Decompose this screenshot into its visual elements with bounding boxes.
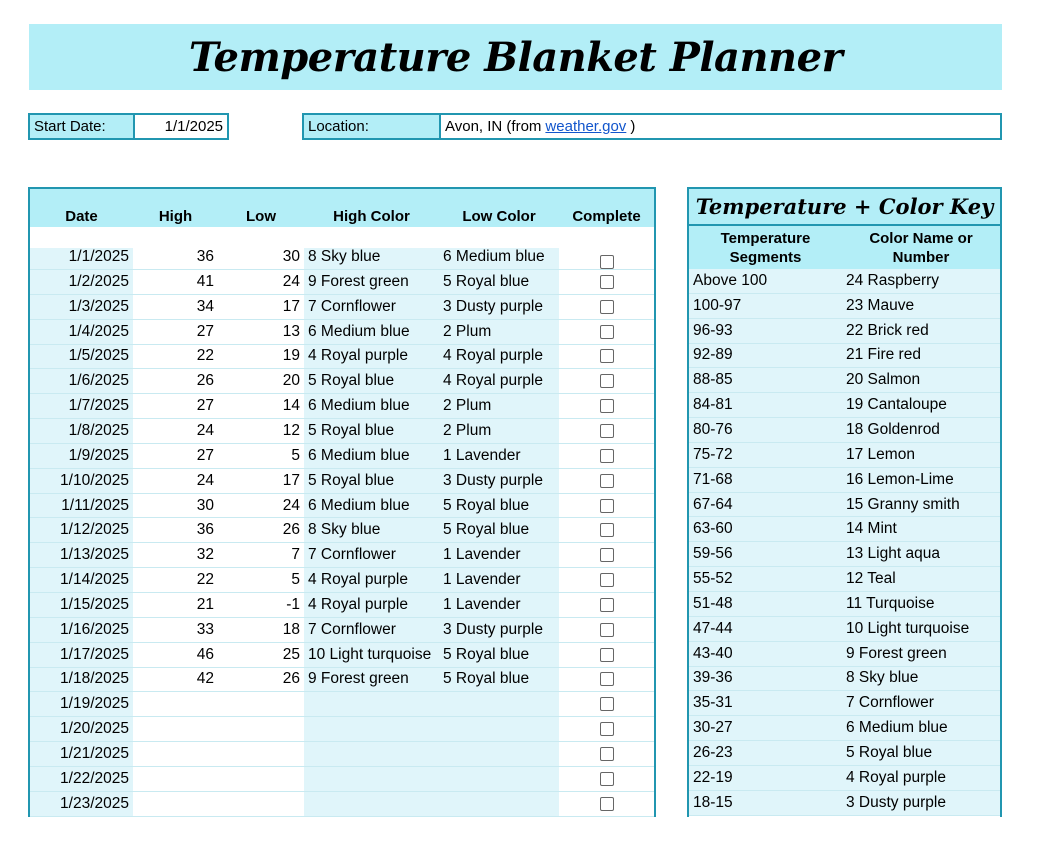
weather-gov-link[interactable]: weather.gov: [545, 118, 627, 135]
high-cell[interactable]: 46: [133, 643, 218, 667]
low-cell[interactable]: 7: [218, 543, 304, 567]
low-color-cell[interactable]: 5 Royal blue: [439, 494, 559, 518]
complete-cell: [559, 742, 654, 766]
color-name-cell[interactable]: 21 Fire red: [846, 346, 921, 364]
low-color-cell[interactable]: [439, 717, 559, 741]
key-row: [689, 517, 1000, 542]
key-row: [689, 691, 1000, 716]
table-row: [30, 593, 654, 618]
segment-cell[interactable]: 47-44: [693, 619, 733, 637]
complete-cell: [559, 469, 654, 493]
complete-checkbox[interactable]: [600, 399, 614, 413]
high-color-cell[interactable]: 9 Forest green: [304, 270, 439, 294]
color-name-cell[interactable]: 23 Mauve: [846, 296, 915, 314]
color-name-cell[interactable]: 15 Granny smith: [846, 495, 960, 513]
low-color-cell[interactable]: 1 Lavender: [439, 593, 559, 617]
color-name-cell[interactable]: 14 Mint: [846, 520, 897, 538]
low-cell[interactable]: 17: [218, 469, 304, 493]
low-cell[interactable]: 12: [218, 419, 304, 443]
low-color-cell[interactable]: 4 Royal purple: [439, 369, 559, 393]
low-color-cell[interactable]: 2 Plum: [439, 419, 559, 443]
segment-cell[interactable]: 84-81: [693, 396, 733, 414]
complete-cell: [559, 369, 654, 393]
high-color-cell[interactable]: 8 Sky blue: [304, 248, 439, 269]
date-cell[interactable]: 1/15/2025: [30, 593, 133, 617]
complete-cell: [559, 419, 654, 443]
complete-cell: [559, 394, 654, 418]
temperature-log-table: [28, 187, 656, 817]
high-color-cell[interactable]: 4 Royal purple: [304, 568, 439, 592]
key-row: [689, 667, 1000, 692]
complete-cell: [559, 618, 654, 642]
color-name-cell[interactable]: 22 Brick red: [846, 321, 929, 339]
date-cell[interactable]: 1/10/2025: [30, 469, 133, 493]
low-color-cell[interactable]: 6 Medium blue: [439, 248, 559, 269]
color-name-cell[interactable]: 18 Goldenrod: [846, 420, 940, 438]
low-cell[interactable]: 24: [218, 270, 304, 294]
high-cell[interactable]: 41: [133, 270, 218, 294]
table-row: [30, 369, 654, 394]
low-color-cell[interactable]: 1 Lavender: [439, 444, 559, 468]
high-cell[interactable]: 36: [133, 248, 218, 269]
location-value[interactable]: [441, 115, 1000, 138]
high-cell[interactable]: 30: [133, 494, 218, 518]
low-cell[interactable]: 30: [218, 248, 304, 269]
low-color-cell[interactable]: 5 Royal blue: [439, 518, 559, 542]
table-row: [30, 320, 654, 345]
table-row: [30, 270, 654, 295]
color-name-cell[interactable]: 5 Royal blue: [846, 743, 933, 761]
header-high: High: [158, 208, 193, 225]
color-key-title: Temperature + Color Key: [695, 194, 994, 219]
date-cell[interactable]: 1/1/2025: [30, 248, 133, 269]
high-color-cell[interactable]: [304, 792, 439, 816]
high-color-cell[interactable]: 5 Royal blue: [304, 469, 439, 493]
high-cell[interactable]: 32: [133, 543, 218, 567]
high-cell[interactable]: 22: [133, 345, 218, 369]
header-low: Low: [246, 208, 276, 225]
table-row: [30, 717, 654, 742]
low-cell[interactable]: 17: [218, 295, 304, 319]
table-row: [30, 767, 654, 792]
key-row: [689, 319, 1000, 344]
key-row: [689, 493, 1000, 518]
high-color-cell[interactable]: 9 Forest green: [304, 668, 439, 692]
date-cell[interactable]: 1/12/2025: [30, 518, 133, 542]
complete-cell: [559, 320, 654, 344]
key-row: [689, 791, 1000, 816]
high-cell[interactable]: 24: [133, 419, 218, 443]
high-cell[interactable]: 27: [133, 394, 218, 418]
high-color-cell[interactable]: 7 Cornflower: [304, 618, 439, 642]
low-cell[interactable]: 19: [218, 345, 304, 369]
table-row: [30, 494, 654, 519]
low-color-cell[interactable]: 5 Royal blue: [439, 270, 559, 294]
high-color-cell[interactable]: [304, 742, 439, 766]
high-color-cell[interactable]: 5 Royal blue: [304, 369, 439, 393]
low-color-cell[interactable]: 5 Royal blue: [439, 643, 559, 667]
date-cell[interactable]: 1/11/2025: [30, 494, 133, 518]
key-row: [689, 766, 1000, 791]
key-row: [689, 269, 1000, 294]
table-row: [30, 295, 654, 320]
low-cell[interactable]: 24: [218, 494, 304, 518]
low-color-cell[interactable]: [439, 792, 559, 816]
low-cell[interactable]: 18: [218, 618, 304, 642]
key-row: [689, 443, 1000, 468]
date-cell[interactable]: 1/7/2025: [30, 394, 133, 418]
key-row: [689, 468, 1000, 493]
complete-checkbox[interactable]: [600, 255, 614, 269]
date-cell[interactable]: 1/3/2025: [30, 295, 133, 319]
header-complete: Complete: [572, 208, 641, 225]
segment-cell[interactable]: 100-97: [693, 296, 742, 314]
low-cell[interactable]: 26: [218, 518, 304, 542]
table-row: [30, 227, 654, 270]
complete-cell: [559, 717, 654, 741]
high-cell[interactable]: 24: [133, 469, 218, 493]
low-cell[interactable]: 26: [218, 668, 304, 692]
date-cell[interactable]: 1/20/2025: [30, 717, 133, 741]
high-cell[interactable]: 26: [133, 369, 218, 393]
color-name-cell[interactable]: 12 Teal: [846, 570, 896, 588]
complete-checkbox[interactable]: [600, 474, 614, 488]
date-cell[interactable]: 1/4/2025: [30, 320, 133, 344]
complete-cell: [559, 270, 654, 294]
header-segments: Temperature Segments: [720, 229, 811, 266]
low-color-cell[interactable]: [439, 742, 559, 766]
complete-checkbox[interactable]: [600, 697, 614, 711]
color-name-cell[interactable]: 7 Cornflower: [846, 694, 934, 712]
table-row: [30, 618, 654, 643]
high-cell[interactable]: [133, 717, 218, 741]
date-cell[interactable]: 1/5/2025: [30, 345, 133, 369]
table-row: [30, 543, 654, 568]
color-name-cell[interactable]: 4 Royal purple: [846, 768, 946, 786]
color-name-cell[interactable]: 24 Raspberry: [846, 271, 940, 289]
table-row: [30, 643, 654, 668]
low-cell[interactable]: 5: [218, 568, 304, 592]
color-name-cell[interactable]: 11 Turquoise: [846, 594, 935, 612]
complete-checkbox[interactable]: [600, 349, 614, 363]
color-name-cell[interactable]: 3 Dusty purple: [846, 793, 946, 811]
key-row: [689, 418, 1000, 443]
segment-cell[interactable]: 55-52: [693, 570, 733, 588]
high-cell[interactable]: 22: [133, 568, 218, 592]
color-name-cell[interactable]: 6 Medium blue: [846, 719, 948, 737]
table-row: [30, 742, 654, 767]
color-name-cell[interactable]: 19 Cantaloupe: [846, 396, 947, 414]
start-date-label: Start Date:: [30, 115, 135, 138]
complete-cell: [559, 494, 654, 518]
complete-checkbox[interactable]: [600, 672, 614, 686]
table-row: [30, 668, 654, 693]
complete-checkbox[interactable]: [600, 424, 614, 438]
high-cell[interactable]: 27: [133, 320, 218, 344]
complete-cell: [559, 643, 654, 667]
color-name-cell[interactable]: 20 Salmon: [846, 371, 921, 389]
title-banner: [29, 24, 1002, 90]
color-name-cell[interactable]: 13 Light aqua: [846, 545, 940, 563]
high-color-cell[interactable]: 4 Royal purple: [304, 345, 439, 369]
complete-cell: [559, 692, 654, 716]
complete-cell: [559, 543, 654, 567]
segment-cell[interactable]: 30-27: [693, 719, 733, 737]
segment-cell[interactable]: 71-68: [693, 470, 733, 488]
location-suffix: ): [630, 118, 636, 135]
location-box: [302, 113, 1002, 140]
high-cell[interactable]: 34: [133, 295, 218, 319]
date-cell[interactable]: 1/14/2025: [30, 568, 133, 592]
date-cell[interactable]: 1/18/2025: [30, 668, 133, 692]
key-row: [689, 642, 1000, 667]
table-row: [30, 518, 654, 543]
complete-checkbox[interactable]: [600, 275, 614, 289]
high-color-cell[interactable]: [304, 717, 439, 741]
color-name-cell[interactable]: 8 Sky blue: [846, 669, 919, 687]
segment-cell[interactable]: 35-31: [693, 694, 733, 712]
location-prefix: Avon, IN (from: [445, 118, 542, 135]
high-color-cell[interactable]: 6 Medium blue: [304, 320, 439, 344]
low-cell[interactable]: 14: [218, 394, 304, 418]
high-cell[interactable]: [133, 692, 218, 716]
key-row: [689, 716, 1000, 741]
date-cell[interactable]: 1/19/2025: [30, 692, 133, 716]
segment-cell[interactable]: 26-23: [693, 743, 733, 761]
complete-checkbox[interactable]: [600, 499, 614, 513]
color-key-title-band: [689, 189, 1000, 226]
key-row: [689, 344, 1000, 369]
header-date: Date: [65, 208, 98, 225]
high-color-cell[interactable]: [304, 767, 439, 791]
low-color-cell[interactable]: 4 Royal purple: [439, 345, 559, 369]
header-low-color: Low Color: [462, 208, 536, 225]
complete-checkbox[interactable]: [600, 797, 614, 811]
complete-cell: [559, 792, 654, 816]
header-high-color: High Color: [333, 208, 410, 225]
table-row: [30, 692, 654, 717]
high-color-cell[interactable]: 6 Medium blue: [304, 444, 439, 468]
low-cell[interactable]: [218, 767, 304, 791]
complete-checkbox[interactable]: [600, 772, 614, 786]
high-cell[interactable]: 21: [133, 593, 218, 617]
date-cell[interactable]: 1/21/2025: [30, 742, 133, 766]
key-row: [689, 294, 1000, 319]
low-cell[interactable]: [218, 792, 304, 816]
complete-checkbox[interactable]: [600, 623, 614, 637]
location-label: Location:: [304, 115, 441, 138]
segment-cell[interactable]: 59-56: [693, 545, 733, 563]
low-color-cell[interactable]: 3 Dusty purple: [439, 618, 559, 642]
low-cell[interactable]: 13: [218, 320, 304, 344]
complete-cell: [559, 593, 654, 617]
date-cell[interactable]: 1/8/2025: [30, 419, 133, 443]
key-row: [689, 617, 1000, 642]
color-name-cell[interactable]: 10 Light turquoise: [846, 619, 970, 637]
high-cell[interactable]: 27: [133, 444, 218, 468]
high-color-cell[interactable]: 4 Royal purple: [304, 593, 439, 617]
segment-cell[interactable]: 43-40: [693, 644, 733, 662]
complete-checkbox[interactable]: [600, 523, 614, 537]
segment-cell[interactable]: 51-48: [693, 594, 733, 612]
color-name-cell[interactable]: 9 Forest green: [846, 644, 947, 662]
complete-checkbox[interactable]: [600, 598, 614, 612]
complete-cell: [559, 767, 654, 791]
high-color-cell[interactable]: 6 Medium blue: [304, 394, 439, 418]
low-color-cell[interactable]: 5 Royal blue: [439, 668, 559, 692]
complete-cell: [559, 518, 654, 542]
complete-checkbox[interactable]: [600, 648, 614, 662]
high-cell[interactable]: [133, 767, 218, 791]
low-color-cell[interactable]: 1 Lavender: [439, 543, 559, 567]
segment-cell[interactable]: 39-36: [693, 669, 733, 687]
segment-cell[interactable]: 75-72: [693, 445, 733, 463]
high-cell[interactable]: 33: [133, 618, 218, 642]
page-title: Temperature Blanket Planner: [188, 33, 843, 81]
segment-cell[interactable]: 18-15: [693, 793, 733, 811]
segment-cell[interactable]: 63-60: [693, 520, 733, 538]
complete-checkbox[interactable]: [600, 548, 614, 562]
complete-checkbox[interactable]: [600, 747, 614, 761]
segment-cell[interactable]: 22-19: [693, 768, 733, 786]
low-cell[interactable]: 25: [218, 643, 304, 667]
segment-cell[interactable]: Above 100: [693, 271, 768, 289]
table-row: [30, 444, 654, 469]
key-row: [689, 592, 1000, 617]
high-cell[interactable]: [133, 792, 218, 816]
key-row: [689, 393, 1000, 418]
complete-cell: [559, 345, 654, 369]
date-cell[interactable]: 1/23/2025: [30, 792, 133, 816]
low-cell[interactable]: 20: [218, 369, 304, 393]
complete-checkbox[interactable]: [600, 722, 614, 736]
table-row: [30, 394, 654, 419]
color-name-cell[interactable]: 16 Lemon-Lime: [846, 470, 954, 488]
complete-cell: [559, 245, 654, 269]
high-cell[interactable]: 36: [133, 518, 218, 542]
low-color-cell[interactable]: [439, 767, 559, 791]
complete-checkbox[interactable]: [600, 325, 614, 339]
color-key-table: [687, 187, 1002, 817]
high-cell[interactable]: [133, 742, 218, 766]
high-color-cell[interactable]: 6 Medium blue: [304, 494, 439, 518]
segment-cell[interactable]: 67-64: [693, 495, 733, 513]
table-row: [30, 568, 654, 593]
color-key-header-row: [689, 226, 1000, 269]
complete-cell: [559, 668, 654, 692]
high-color-cell[interactable]: 5 Royal blue: [304, 419, 439, 443]
table-row: [30, 419, 654, 444]
low-cell[interactable]: [218, 692, 304, 716]
key-row: [689, 542, 1000, 567]
date-cell[interactable]: 1/6/2025: [30, 369, 133, 393]
date-cell[interactable]: 1/2/2025: [30, 270, 133, 294]
header-color-name: Color Name or Number: [869, 229, 973, 266]
high-color-cell[interactable]: 7 Cornflower: [304, 295, 439, 319]
table-row: [30, 469, 654, 494]
key-row: [689, 368, 1000, 393]
low-color-cell[interactable]: 3 Dusty purple: [439, 295, 559, 319]
date-cell[interactable]: 1/13/2025: [30, 543, 133, 567]
high-color-cell[interactable]: [304, 692, 439, 716]
table-header-row: [30, 189, 654, 227]
segment-cell[interactable]: 96-93: [693, 321, 733, 339]
date-cell[interactable]: 1/9/2025: [30, 444, 133, 468]
segment-cell[interactable]: 80-76: [693, 420, 733, 438]
color-key-body: [689, 269, 1000, 816]
low-cell[interactable]: [218, 717, 304, 741]
key-row: [689, 567, 1000, 592]
key-row: [689, 741, 1000, 766]
high-color-cell[interactable]: 8 Sky blue: [304, 518, 439, 542]
high-color-cell[interactable]: 7 Cornflower: [304, 543, 439, 567]
complete-cell: [559, 568, 654, 592]
segment-cell[interactable]: 88-85: [693, 371, 733, 389]
complete-checkbox[interactable]: [600, 300, 614, 314]
complete-checkbox[interactable]: [600, 449, 614, 463]
low-cell[interactable]: 5: [218, 444, 304, 468]
complete-checkbox[interactable]: [600, 374, 614, 388]
complete-checkbox[interactable]: [600, 573, 614, 587]
low-color-cell[interactable]: 2 Plum: [439, 320, 559, 344]
date-cell[interactable]: 1/22/2025: [30, 767, 133, 791]
color-name-cell[interactable]: 17 Lemon: [846, 445, 915, 463]
low-color-cell[interactable]: 1 Lavender: [439, 568, 559, 592]
complete-cell: [559, 295, 654, 319]
low-cell[interactable]: [218, 742, 304, 766]
high-cell[interactable]: 42: [133, 668, 218, 692]
complete-cell: [559, 444, 654, 468]
low-cell[interactable]: -1: [218, 593, 304, 617]
start-date-value[interactable]: 1/1/2025: [135, 115, 227, 138]
low-color-cell[interactable]: [439, 692, 559, 716]
table-row: [30, 792, 654, 817]
table-body: [30, 227, 654, 817]
table-row: [30, 345, 654, 370]
low-color-cell[interactable]: 3 Dusty purple: [439, 469, 559, 493]
start-date-box: [28, 113, 229, 140]
low-color-cell[interactable]: 2 Plum: [439, 394, 559, 418]
high-color-cell[interactable]: 10 Light turquoise: [304, 643, 439, 667]
date-cell[interactable]: 1/17/2025: [30, 643, 133, 667]
date-cell[interactable]: 1/16/2025: [30, 618, 133, 642]
segment-cell[interactable]: 92-89: [693, 346, 733, 364]
